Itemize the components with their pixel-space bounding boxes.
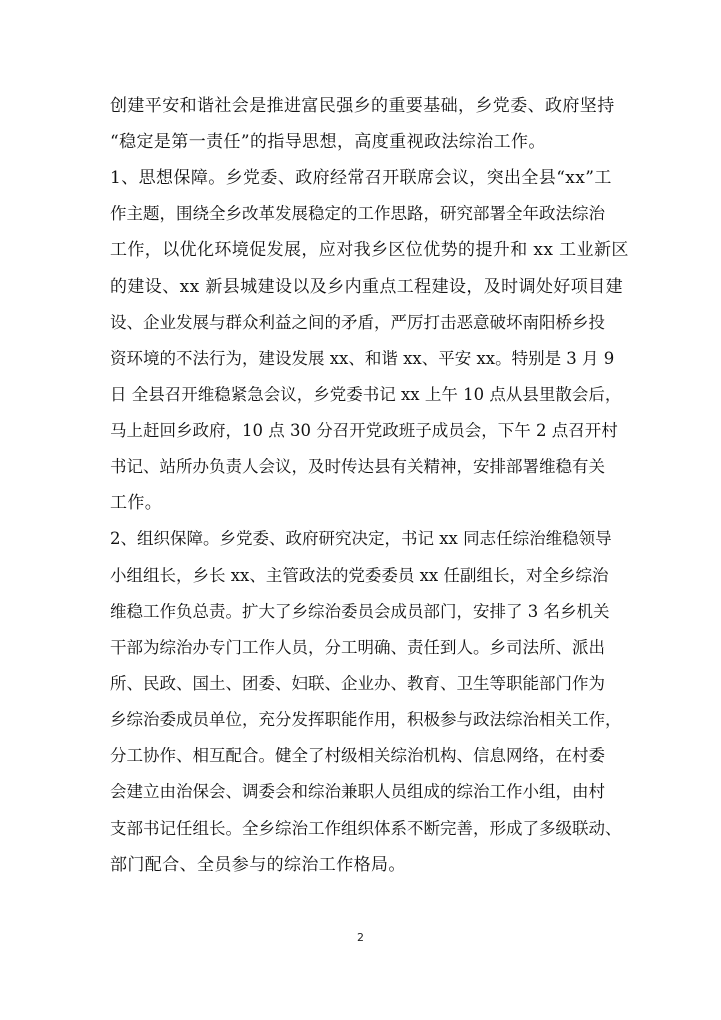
text-line: 支部书记任组长。全乡综治工作组织体系不断完善，形成了多级联动、 xyxy=(110,819,622,838)
text-line: 工作。 xyxy=(110,493,163,513)
text-line: 书记、站所办负责人会议，及时传达县有关精神，安排部署维稳有关 xyxy=(110,457,605,476)
text-line: 的建设、xx 新县城建设以及乡内重点工程建设，及时调处好项目建 xyxy=(110,277,623,297)
text-line: 作主题，围绕全乡改革发展稳定的工作思路，研究部署全年政法综治 xyxy=(110,204,605,223)
text-line: 1、思想保障。乡党委、政府经常召开联席会议，突出全县“xx”工 xyxy=(110,168,612,188)
text-line: 2、组织保障。乡党委、政府研究决定，书记 xx 同志任综治维稳领导 xyxy=(110,529,612,548)
text-line: 资环境的不法行为，建设发展 xx、和谐 xx、平安 xx。特别是 3 月 9 xyxy=(110,349,615,368)
text-line: 分工协作、相互配合。健全了村级相关综治机构、信息网络，在村委 xyxy=(110,746,605,765)
text-line: “稳定是第一责任”的指导思想，高度重视政法综治工作。 xyxy=(110,132,546,152)
text-line: 部门配合、全员参与的综治工作格局。 xyxy=(110,855,406,875)
text-line: 会建立由治保会、调委会和综治兼职人员组成的综治工作小组，由村 xyxy=(110,782,605,801)
text-line: 日 全县召开维稳紧急会议，乡党委书记 xx 上午 10 点从县里散会后， xyxy=(110,385,622,404)
text-line: 工作，以优化环境促发展，应对我乡区位优势的提升和 xx 工业新区 xyxy=(110,240,629,260)
text-line: 维稳工作负总责。扩大了乡综治委员会成员部门，安排了 3 名乡机关 xyxy=(110,602,610,621)
text-line: 干部为综治办专门工作人员，分工明确、责任到人。乡司法所、派出 xyxy=(110,638,605,657)
text-line: 设、企业发展与群众利益之间的矛盾，严厉打击恶意破坏南阳桥乡投 xyxy=(110,313,605,332)
page-number: 2 xyxy=(357,931,364,944)
text-line: 马上赶回乡政府，10 点 30 分召开党政班子成员会，下午 2 点召开村 xyxy=(110,421,618,440)
text-line: 创建平安和谐社会是推进富民强乡的重要基础，乡党委、政府坚持 xyxy=(110,96,615,116)
text-line: 小组组长，乡长 xx、主管政法的党委委员 xx 任副组长，对全乡综治 xyxy=(110,566,609,585)
text-line: 乡综治委成员单位，充分发挥职能作用，积极参与政法综治相关工作， xyxy=(110,710,622,729)
text-line: 所、民政、国土、团委、妇联、企业办、教育、卫生等职能部门作为 xyxy=(110,674,605,693)
